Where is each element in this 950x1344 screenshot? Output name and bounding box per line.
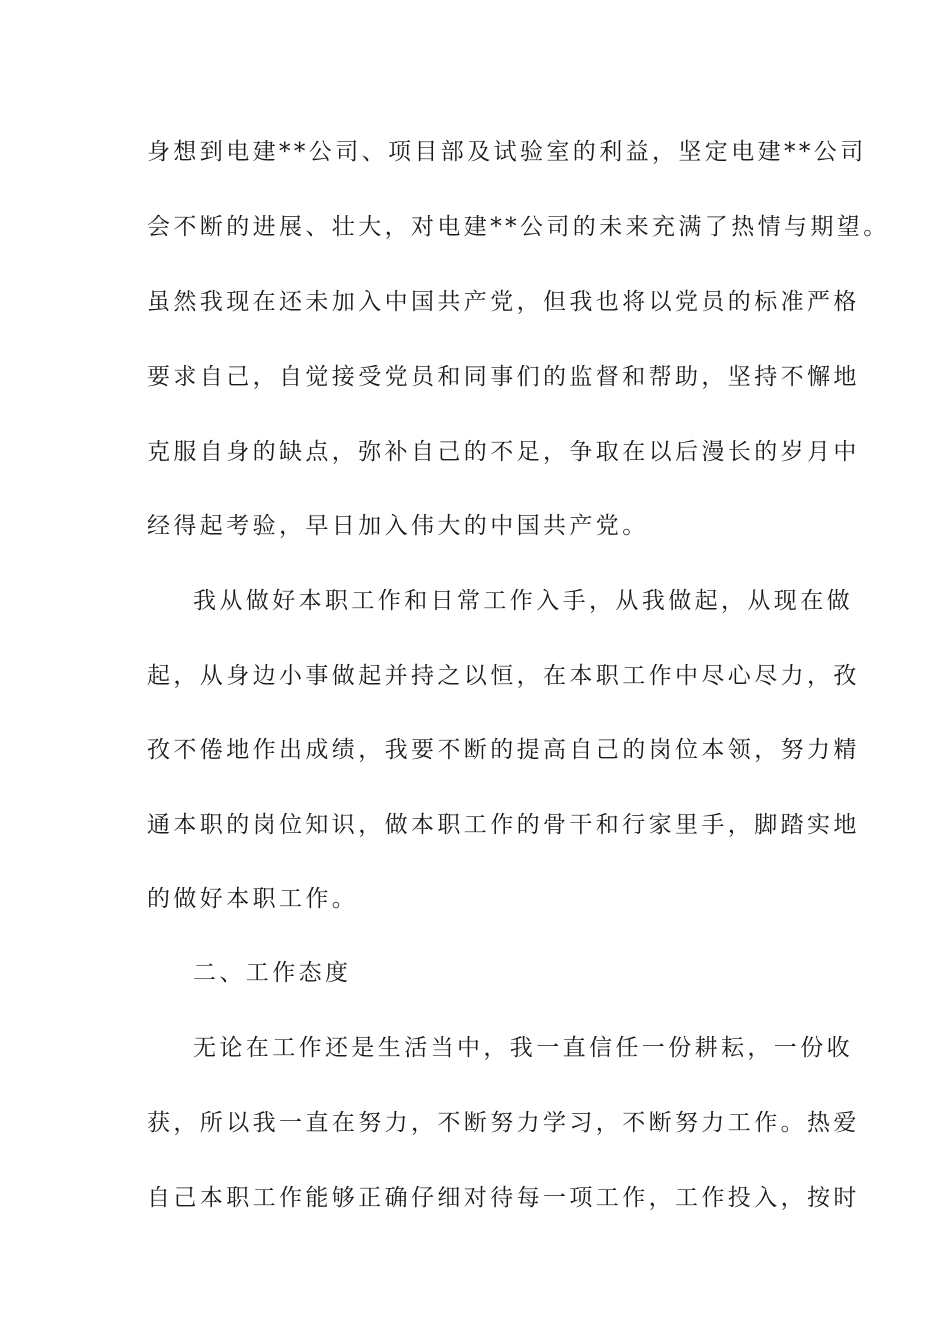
text-line-6: 经得起考验，早日加入伟大的中国共产党。 [147,513,649,539]
text-line-3: 虽然我现在还未加入中国共产党，但我也将以党员的标准严格 [147,289,860,315]
text-line-14: 获，所以我一直在努力，不断努力学习，不断努力工作。热爱 [147,1110,860,1136]
text-line-11: 的做好本职工作。 [147,886,359,912]
text-line-15: 自己本职工作能够正确仔细对待每一项工作，工作投入，按时 [147,1185,860,1211]
text-line-4: 要求自己，自觉接受党员和同事们的监督和帮助，坚持不懈地 [147,364,860,390]
section-heading: 二、工作态度 [193,960,352,986]
text-line-13: 无论在工作还是生活当中，我一直信任一份耕耘，一份收 [193,1035,853,1061]
text-line-8: 起，从身边小事做起并持之以恒，在本职工作中尽心尽力，孜 [147,663,860,689]
text-line-5: 克服自身的缺点，弥补自己的不足，争取在以后漫长的岁月中 [147,439,860,465]
text-line-1: 身想到电建**公司、项目部及试验室的利益，坚定电建**公司 [147,139,867,165]
text-line-7: 我从做好本职工作和日常工作入手，从我做起，从现在做 [193,588,853,614]
text-line-2: 会不断的进展、壮大，对电建**公司的未来充满了热情与期望。 [147,214,890,240]
text-line-10: 通本职的岗位知识，做本职工作的骨干和行家里手，脚踏实地 [147,812,860,838]
text-line-9: 孜不倦地作出成绩，我要不断的提高自己的岗位本领，努力精 [147,737,860,763]
